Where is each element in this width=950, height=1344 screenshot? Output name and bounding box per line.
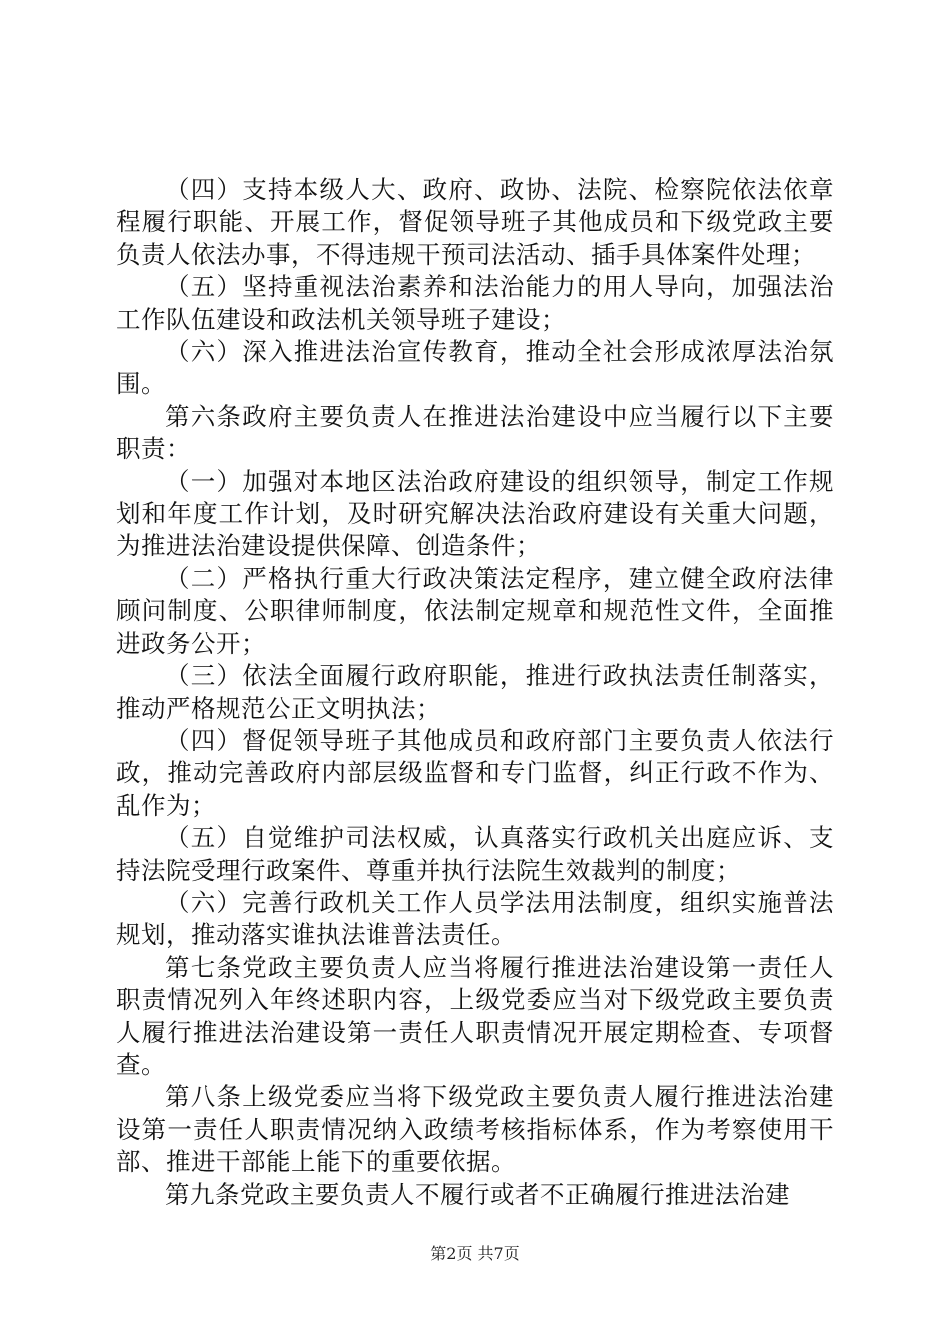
page-number-footer: 第2页 共7页 — [430, 1244, 520, 1263]
paragraph: （三）依法全面履行政府职能，推进行政执法责任制落实，推动严格规范公正文明执法； — [116, 661, 834, 723]
paragraph: （六）深入推进法治宣传教育，推动全社会形成浓厚法治氛围。 — [116, 337, 834, 399]
paragraph: （五）自觉维护司法权威，认真落实行政机关出庭应诉、支持法院受理行政案件、尊重并执行法院生效裁判的制度； — [116, 823, 834, 885]
paragraph: 第六条政府主要负责人在推进法治建设中应当履行以下主要职责： — [116, 401, 834, 464]
paragraph: （五）坚持重视法治素养和法治能力的用人导向，加强法治工作队伍建设和政法机关领导班子建设； — [116, 272, 834, 334]
paragraph: 第七条党政主要负责人应当将履行推进法治建设第一责任人职责情况列入年终述职内容，上级党委应当对下级党政主要负责人履行推进法治建设第一责任人职责情况开展定期检查、专项督查。 — [116, 952, 834, 1079]
paragraph: 第八条上级党委应当将下级党政主要负责人履行推进法治建设第一责任人职责情况纳入政绩考核指标体系，作为考察使用干部、推进干部能上能下的重要依据。 — [116, 1082, 834, 1177]
paragraph: （六）完善行政机关工作人员学法用法制度，组织实施普法规划，推动落实谁执法谁普法责任。 — [116, 887, 834, 950]
paragraph: （四）督促领导班子其他成员和政府部门主要负责人依法行政，推动完善政府内部层级监督和专门监督，纠正行政不作为、乱作为； — [116, 725, 834, 820]
paragraph: （一）加强对本地区法治政府建设的组织领导，制定工作规划和年度工作计划，及时研究解决法治政府建设有关重大问题，为推进法治建设提供保障、创造条件； — [116, 466, 834, 561]
document-body — [116, 174, 834, 1211]
paragraph: 第九条党政主要负责人不履行或者不正确履行推进法治建 — [165, 1179, 790, 1209]
paragraph: （二）严格执行重大行政决策法定程序，建立健全政府法律顾问制度、公职律师制度，依法制定规章和规范性文件，全面推进政务公开； — [116, 563, 834, 658]
paragraph: （四）支持本级人大、政府、政协、法院、检察院依法依章程履行职能、开展工作，督促领导班子其他成员和下级党政主要负责人依法办事，不得违规干预司法活动、插手具体案件处理； — [116, 175, 834, 269]
